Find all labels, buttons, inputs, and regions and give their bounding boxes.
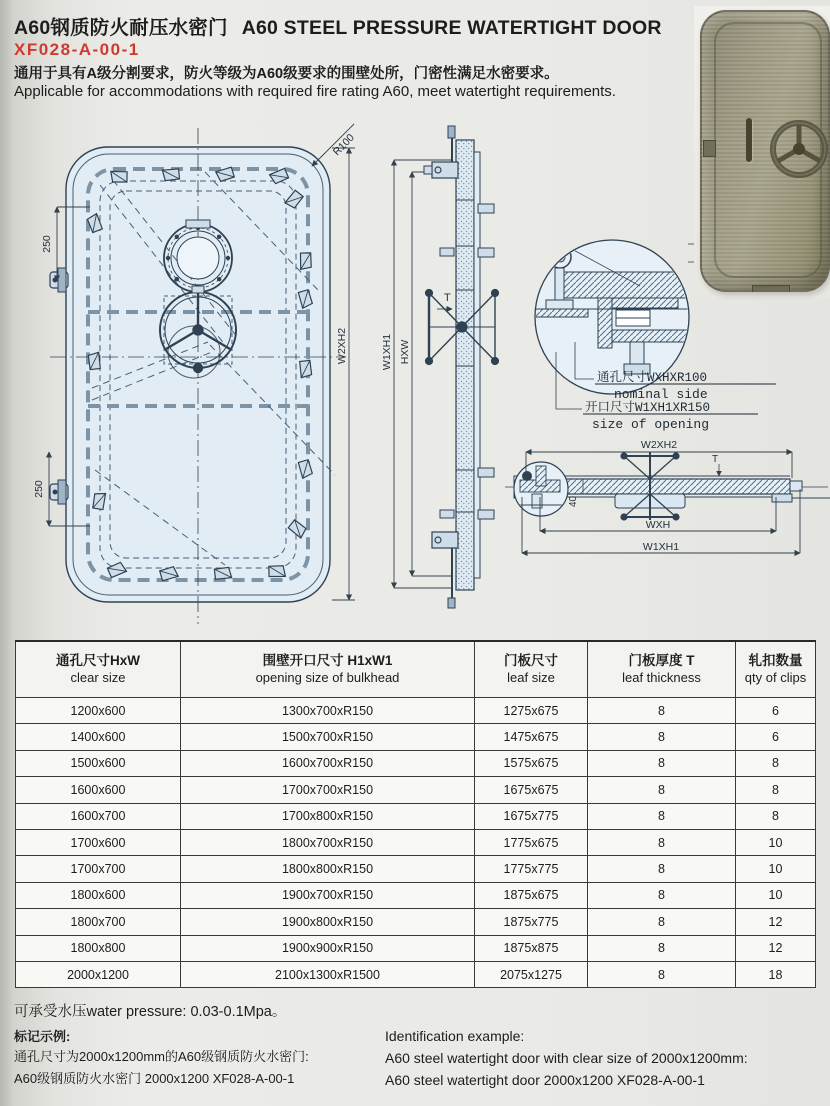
table-cell: 1500x600 <box>16 750 181 776</box>
table-cell: 1600x700xR150 <box>181 750 475 776</box>
front-view-drawing <box>33 124 357 624</box>
dim-label-w1h1-section: W1XH1 <box>642 541 680 553</box>
dim-label-t-side: T <box>444 292 451 304</box>
table-cell: 2075x1275 <box>475 961 588 987</box>
table-cell: 10 <box>736 829 816 855</box>
door-handle <box>746 118 752 162</box>
detail-label-clear-zh: 通孔尺寸WXHXR100 <box>597 371 708 385</box>
table-cell: 12 <box>736 909 816 935</box>
table-cell: 1875x875 <box>475 935 588 961</box>
table-cell: 1800x700 <box>16 909 181 935</box>
hinge-top <box>50 268 68 292</box>
table-cell: 1400x600 <box>16 724 181 750</box>
table-cell: 8 <box>588 856 736 882</box>
description-zh: 通用于具有A级分割要求，防火等级为A60级要求的围壁处所，门密性满足水密要求。 <box>14 66 559 82</box>
table-cell: 8 <box>588 777 736 803</box>
water-pressure-note: 可承受水压water pressure: 0.03-0.1Mpa。 <box>14 1004 287 1020</box>
hinge-bottom <box>50 480 68 504</box>
table-cell: 1700x600 <box>16 829 181 855</box>
dim-label-wxh-section: WXH <box>645 519 671 531</box>
table-row <box>16 829 816 855</box>
table-cell: 1775x775 <box>475 856 588 882</box>
table-row <box>16 935 816 961</box>
table-cell: 8 <box>588 750 736 776</box>
table-cell: 1600x600 <box>16 777 181 803</box>
table-row <box>16 856 816 882</box>
table-cell: 10 <box>736 856 816 882</box>
dim-label-r100: R100 <box>330 131 357 159</box>
product-photo <box>694 6 830 298</box>
table-cell: 8 <box>588 961 736 987</box>
page-title-en: A60 STEEL PRESSURE WATERTIGHT DOOR <box>241 17 662 39</box>
table-row <box>16 777 816 803</box>
dim-label-t-section: T <box>712 454 719 465</box>
table-cell: 2100x1300xR1500 <box>181 961 475 987</box>
table-cell: 1900x800xR150 <box>181 909 475 935</box>
table-row <box>16 909 816 935</box>
table-cell: 12 <box>736 935 816 961</box>
dim-label-250-bottom: 250 <box>33 480 45 498</box>
table-cell: 1875x775 <box>475 909 588 935</box>
spec-table <box>15 640 816 988</box>
dim-label-250-top: 250 <box>41 235 53 253</box>
column-header-opening-size: 围壁开口尺寸 H1xW1 opening size of bulkhead <box>181 641 475 698</box>
table-cell: 8 <box>736 777 816 803</box>
dim-label-w1h1-side: W1XH1 <box>381 333 393 371</box>
table-cell: 1800x700xR150 <box>181 829 475 855</box>
example-en-line2: A60 steel watertight door 2000x1200 XF028-A-00-1 <box>385 1072 705 1088</box>
table-cell: 1900x900xR150 <box>181 935 475 961</box>
table-cell: 1675x675 <box>475 777 588 803</box>
detail-label-opening-zh: 开口尺寸W1XH1XR150 <box>585 401 711 415</box>
table-cell: 8 <box>736 803 816 829</box>
description-en: Applicable for accommodations with required fire rating A60, meet watertight requirements. <box>14 83 616 100</box>
door-hinge-latch <box>703 140 716 157</box>
dim-label-w2h2-section: W2XH2 <box>640 439 678 451</box>
table-cell: 1800x800 <box>16 935 181 961</box>
table-cell: 1600x700 <box>16 803 181 829</box>
table-cell: 1200x600 <box>16 698 181 724</box>
dim-label-40: 40 <box>568 495 579 507</box>
table-header-row <box>16 641 816 698</box>
table-row <box>16 724 816 750</box>
table-row <box>16 698 816 724</box>
table-cell: 1700x800xR150 <box>181 803 475 829</box>
table-cell: 8 <box>588 803 736 829</box>
table-row <box>16 961 816 987</box>
horizontal-section-drawing <box>505 439 830 553</box>
page-title <box>14 12 662 40</box>
table-cell: 8 <box>588 909 736 935</box>
table-cell: 1800x800xR150 <box>181 856 475 882</box>
door-photo-body <box>700 10 830 292</box>
table-row <box>16 882 816 908</box>
example-label-zh: 标记示例: <box>14 1029 71 1044</box>
table-cell: 8 <box>588 882 736 908</box>
model-code: XF028-A-00-1 <box>14 40 140 59</box>
table-cell: 8 <box>588 724 736 750</box>
column-header-qty-of-clips: 轧扣数量 qty of clips <box>736 641 816 698</box>
table-cell: 1800x600 <box>16 882 181 908</box>
table-cell: 8 <box>588 935 736 961</box>
table-cell: 1275x675 <box>475 698 588 724</box>
dim-label-hxw-side: HXW <box>399 339 411 365</box>
table-cell: 1875x675 <box>475 882 588 908</box>
table-cell: 8 <box>736 750 816 776</box>
table-cell: 1300x700xR150 <box>181 698 475 724</box>
detail-label-opening-en: size of opening <box>592 417 710 432</box>
example-zh-line2: A60级钢质防火水密门 2000x1200 XF028-A-00-1 <box>14 1071 295 1086</box>
door-foot <box>752 285 790 292</box>
example-zh-line1: 通孔尺寸为2000x1200mm的A60级钢质防火水密门: <box>14 1049 309 1064</box>
table-cell: 1475x675 <box>475 724 588 750</box>
page-title-zh: A60钢质防火耐压水密门 <box>14 17 228 39</box>
table-cell: 18 <box>736 961 816 987</box>
example-en-line1: A60 steel watertight door with clear size of 2000x1200mm: <box>385 1050 748 1066</box>
table-cell: 10 <box>736 882 816 908</box>
table-cell: 8 <box>588 829 736 855</box>
dim-label-w2h2-front: W2XH2 <box>336 327 348 365</box>
table-cell: 6 <box>736 698 816 724</box>
table-cell: 1500x700xR150 <box>181 724 475 750</box>
table-row <box>16 750 816 776</box>
table-cell: 1675x775 <box>475 803 588 829</box>
table-cell: 1900x700xR150 <box>181 882 475 908</box>
table-cell: 1700x700 <box>16 856 181 882</box>
table-cell: 1700x700xR150 <box>181 777 475 803</box>
column-header-leaf-thickness: 门板厚度 T leaf thickness <box>588 641 736 698</box>
handwheel-photo <box>768 118 830 180</box>
side-section-drawing <box>381 126 499 608</box>
spec-table-body <box>16 698 816 988</box>
table-cell: 8 <box>588 698 736 724</box>
column-header-clear-size: 通孔尺寸HxW clear size <box>16 641 181 698</box>
example-label-en: Identification example: <box>385 1028 525 1044</box>
table-cell: 1775x675 <box>475 829 588 855</box>
table-row <box>16 803 816 829</box>
table-cell: 2000x1200 <box>16 961 181 987</box>
table-cell: 6 <box>736 724 816 750</box>
table-cell: 1575x675 <box>475 750 588 776</box>
column-header-leaf-size: 门板尺寸 leaf size <box>475 641 588 698</box>
detail-label-clear-en: nominal side <box>614 387 708 402</box>
